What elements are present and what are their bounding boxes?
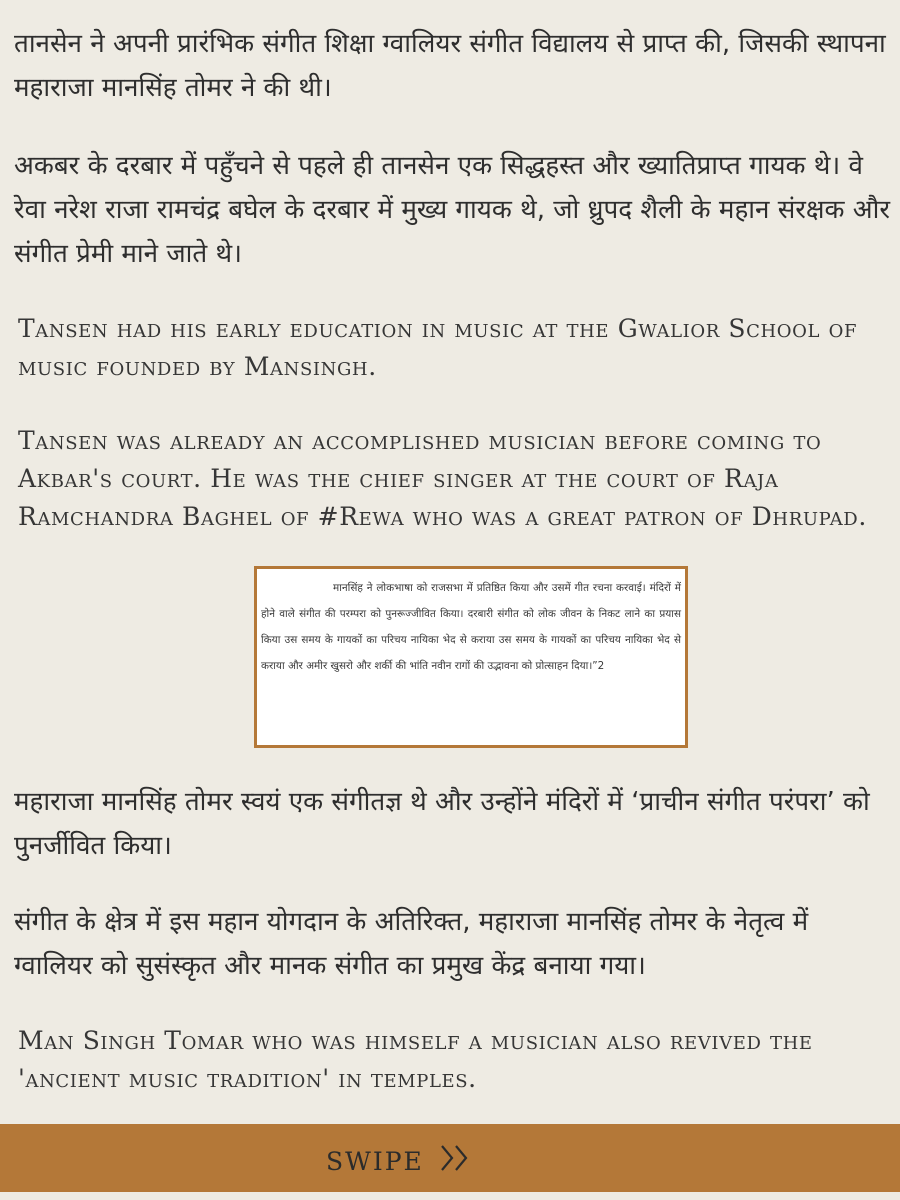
paragraph-english-1: Tansen had his early education in music at the Gwalior School of music founded by Mansingh. — [18, 314, 858, 381]
swipe-label: swipe — [326, 1137, 424, 1179]
paragraph-hindi-4: संगीत के क्षेत्र में इस महान योगदान के अतिरिक्त, महाराजा मानसिंह तोमर के नेतृत्व में ग्वालियर को सुसंस्कृत और मानक संगीत का प्रमुख केंद्र बनाया गया। — [14, 907, 809, 981]
paragraph-hindi-2: अकबर के दरबार में पहुँचने से पहले ही तानसेन एक सिद्धहस्त और ख्यातिप्राप्त गायक थे। वे रेवा नरेश राजा रामचंद्र बघेल के दरबार में मुख्य गायक थे, जो ध्रुपद शैली के महान संरक्षक और संगीत प्रेमी माने जाते थे। — [14, 151, 891, 269]
paragraph-hindi-3: महाराजा मानसिंह तोमर स्वयं एक संगीतज्ञ थे और उन्होंने मंदिरों में ‘प्राचीन संगीत परंपरा’ को पुनर्जीवित किया। — [14, 787, 870, 861]
double-chevron-right-icon — [438, 1142, 472, 1174]
excerpt-text: मानसिंह ने लोकभाषा को राजसभा में प्रतिष्ठित किया और उसमें गीत रचना करवाई। मंदिरों में होने वाले संगीत की परम्परा को पुनरूज्जीवित किया। दरबारी संगीत को लोक जीवन के निकट लाने का प्रयास किया उस समय के गायकों का परिचय नायिका भेद से कराया उस समय के गायकों का परिचय नायिका भेद से कराया और अमीर खुसरो और शर्की की भांति नवीन रागों की उद्भावना को प्रोत्साहन दिया।”2 — [261, 582, 681, 672]
paragraph-hindi-1: तानसेन ने अपनी प्रारंभिक संगीत शिक्षा ग्वालियर संगीत विद्यालय से प्राप्त की, जिसकी स्थापना महाराजा मानसिंह तोमर ने की थी। — [14, 29, 886, 103]
quoted-excerpt-box — [254, 566, 688, 748]
footer-swipe-bar[interactable] — [0, 1124, 900, 1192]
paragraph-english-2: Tansen was already an accomplished musician before coming to Akbar's court. He was the chief singer at the court of Raja Ramchandra Baghel of #Rewa who was a great patron of Dhrupad. — [18, 426, 867, 531]
paragraph-english-3: Man Singh Tomar who was himself a musician also revived the 'ancient music tradition' in temples. — [18, 1026, 813, 1093]
swipe-control[interactable] — [326, 1124, 472, 1192]
